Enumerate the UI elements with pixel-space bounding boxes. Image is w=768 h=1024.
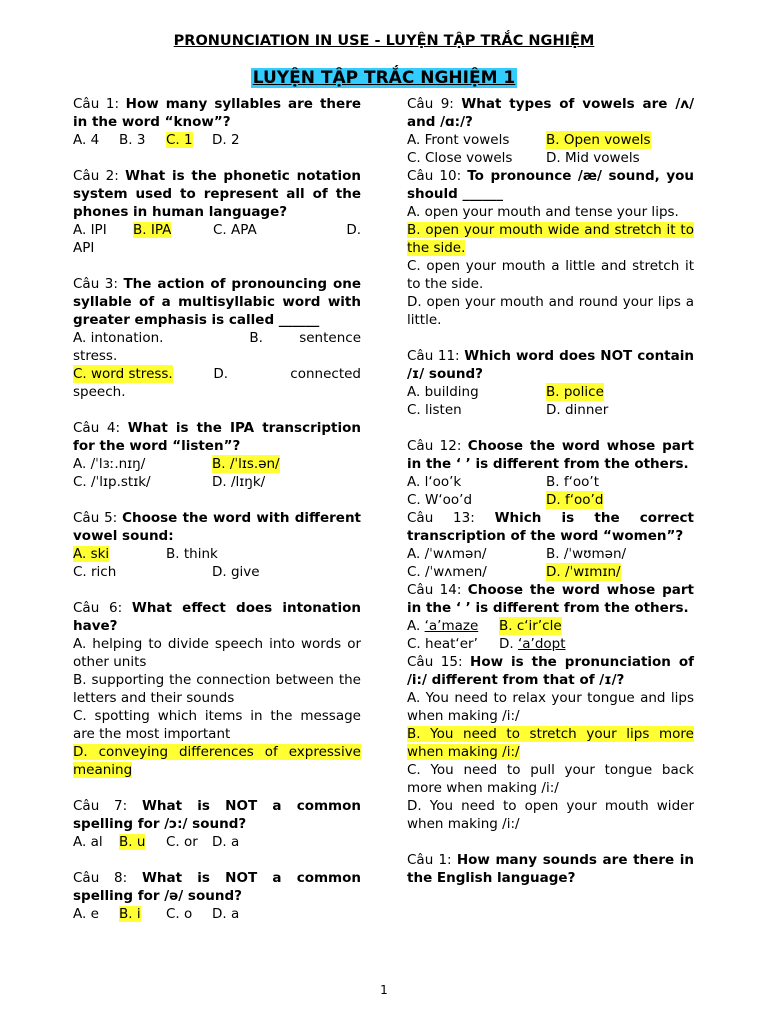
question-7: Câu 7: What is NOT a common spelling for /ɔ:/ sound? A. al B. u C. or D. a	[73, 798, 361, 850]
option-c[interactable]: C. /ˈlɪp.stɪk/	[73, 474, 151, 490]
option-b[interactable]: B. think	[166, 546, 218, 562]
option-d[interactable]: D. dinner	[546, 402, 609, 418]
question-6: Câu 6: What effect does intonation have? A. helping to divide speech into words or other units B. supporting the connection between the letters and their sounds C. spotting which items in the message are the most important D. conveying differences of expressive meaning	[73, 600, 361, 778]
question-15: Câu 15: How is the pronunciation of /i:/ different from that of /ɪ/? A. You need to relax your tongue and lips when making /i:/ B. You need to stretch your lips more when making /i:/ C. You need to pull your tongue back more when making /i:/ D. You need to open your mouth wider when making /i:/	[407, 654, 694, 832]
option-a[interactable]: A. Front vowels	[407, 132, 510, 148]
option-d[interactable]: D. /lɪŋk/	[212, 474, 266, 490]
left-column	[73, 95, 361, 923]
question-2: Câu 2: What is the phonetic notation system used to represent all of the phones in human language? A. IPI B. IPA C. APA D. API	[73, 168, 362, 256]
option-c[interactable]: C. or	[166, 834, 198, 850]
question-10: Câu 10: To pronounce /æ/ sound, you should ______ A. open your mouth and tense your lips. B. open your mouth wide and stretch it to the side. C. open your mouth a little and stretch it to the side. D. open your mouth and round your lips a little.	[407, 168, 694, 328]
option-c-answer[interactable]: C. 1	[166, 132, 193, 148]
option-b-answer[interactable]: B. open your mouth wide and stretch it to the side.	[407, 222, 694, 256]
option-d-answer[interactable]: D. f‘oo’d	[546, 492, 604, 508]
option-b-answer[interactable]: B. u	[119, 834, 146, 850]
option-a[interactable]: A. /ˈlɜː.nɪŋ/	[73, 456, 146, 472]
option-a[interactable]: A. IPI	[73, 222, 107, 238]
option-a[interactable]: A. helping to divide speech into words or other units	[73, 636, 361, 670]
option-d[interactable]: D. ‘a’dopt	[499, 636, 566, 652]
option-c[interactable]: C. o	[166, 906, 193, 922]
option-b-answer[interactable]: B. You need to stretch your lips more when making /i:/	[407, 726, 694, 760]
option-a[interactable]: A. e	[73, 906, 99, 922]
option-c[interactable]: C. heat‘er’	[407, 636, 478, 652]
option-c[interactable]: C. Close vowels	[407, 150, 513, 166]
option-a[interactable]: A. /ˈwʌmən/	[407, 546, 487, 562]
question-5: Câu 5: Choose the word with different vowel sound: A. ski B. think C. rich D. give	[73, 510, 362, 580]
option-a[interactable]: A. l‘oo’k	[407, 474, 462, 490]
option-a[interactable]: A. building	[407, 384, 479, 400]
option-b-answer[interactable]: B. /ˈlɪs.ən/	[212, 456, 280, 472]
document-title: PRONUNCIATION IN USE - LUYỆN TẬP TRẮC NGHIỆM	[173, 33, 595, 49]
option-a[interactable]: A. ‘a’maze	[407, 618, 479, 634]
option-d[interactable]: D. give	[212, 564, 260, 580]
question-4: Câu 4: What is the IPA transcription for the word “listen”? A. /ˈlɜː.nɪŋ/ B. /ˈlɪs.ən/ C. /ˈlɪp.stɪk/ D. /lɪŋk/	[73, 420, 361, 490]
question-9: Câu 9: What types of vowels are /ʌ/ and /ɑ:/? A. Front vowels B. Open vowels C. Close vowels D. Mid vowels	[407, 96, 694, 166]
option-d-answer[interactable]: D. conveying differences of expressive meaning	[73, 744, 361, 778]
option-d[interactable]: D. Mid vowels	[546, 150, 640, 166]
question-11: Câu 11: Which word does NOT contain /ɪ/ sound? A. building B. police C. listen D. dinner	[407, 348, 694, 418]
section-title: LUYỆN TẬP TRẮC NGHIỆM 1	[252, 68, 516, 88]
option-a[interactable]: A. 4	[73, 132, 100, 148]
option-c[interactable]: C. W‘oo’d	[407, 492, 473, 508]
option-b-answer[interactable]: B. IPA	[133, 222, 172, 238]
option-c[interactable]: C. listen	[407, 402, 462, 418]
question-12: Câu 12: Choose the word whose part in the ‘ ’ is different from the others. A. l‘oo’k B. f‘oo’t C. W‘oo’d D. f‘oo’d	[407, 438, 695, 508]
option-c[interactable]: C. open your mouth a little and stretch it to the side.	[407, 258, 694, 292]
question-1: Câu 1: How many syllables are there in the word “know”? A. 4 B. 3 C. 1 D. 2	[73, 96, 362, 148]
option-d[interactable]: D. 2	[212, 132, 240, 148]
question-13: Câu 13: Which is the correct transcription of the word “women”? A. /ˈwʌmən/ B. /ˈwʊmən/ C. /ˈwʌmen/ D. /ˈwɪmɪn/	[407, 510, 694, 580]
option-d[interactable]: D. You need to open your mouth wider when making /i:/	[407, 798, 694, 832]
option-b-answer[interactable]: B. police	[546, 384, 604, 400]
option-c[interactable]: C. APA	[213, 222, 257, 238]
question-8: Câu 8: What is NOT a common spelling for /ə/ sound? A. e B. i C. o D. a	[73, 870, 361, 922]
option-a[interactable]: A. intonation.	[73, 330, 164, 346]
option-b[interactable]: B. /ˈwʊmən/	[546, 546, 627, 562]
question-16: Câu 1: How many sounds are there in the English language?	[407, 852, 694, 886]
option-d[interactable]: D. open your mouth and round your lips a little.	[407, 294, 694, 328]
option-d[interactable]: D. connected	[213, 366, 361, 382]
option-d[interactable]: D. a	[212, 906, 240, 922]
question-3: Câu 3: The action of pronouncing one syllable of a multisyllabic word with greater emphasis is called ______ A. intonation. B. sentence stress. C. word stress. D. connected speech.	[73, 276, 362, 400]
question-14: Câu 14: Choose the word whose part in the ‘ ’ is different from the others. A. ‘a’maze B. c‘ir’cle C. heat‘er’ D. ‘a’dopt	[407, 582, 695, 652]
option-b[interactable]: B. sentence	[249, 330, 361, 346]
option-c[interactable]: C. spotting which items in the message are the most important	[73, 708, 361, 742]
option-d-answer[interactable]: D. /ˈwɪmɪn/	[546, 564, 621, 580]
option-a[interactable]: A. You need to relax your tongue and lips when making /i:/	[407, 690, 694, 724]
option-a[interactable]: A. al	[73, 834, 103, 850]
option-c[interactable]: C. /ˈwʌmen/	[407, 564, 487, 580]
option-b[interactable]: B. f‘oo’t	[546, 474, 599, 490]
option-a-answer[interactable]: A. ski	[73, 546, 110, 562]
option-c[interactable]: C. You need to pull your tongue back more when making /i:/	[407, 762, 694, 796]
option-b[interactable]: B. 3	[119, 132, 146, 148]
option-b-answer[interactable]: B. Open vowels	[546, 132, 651, 148]
option-c-answer[interactable]: C. word stress.	[73, 366, 173, 382]
option-b-answer[interactable]: B. c‘ir’cle	[499, 618, 562, 634]
option-d[interactable]: D.	[346, 222, 361, 238]
page-number: 1	[380, 983, 388, 997]
option-b[interactable]: B. supporting the connection between the letters and their sounds	[73, 672, 361, 706]
option-a[interactable]: A. open your mouth and tense your lips.	[407, 204, 679, 220]
right-column	[407, 95, 694, 887]
option-b-answer[interactable]: B. i	[119, 906, 141, 922]
option-d[interactable]: D. a	[212, 834, 240, 850]
option-c[interactable]: C. rich	[73, 564, 117, 580]
